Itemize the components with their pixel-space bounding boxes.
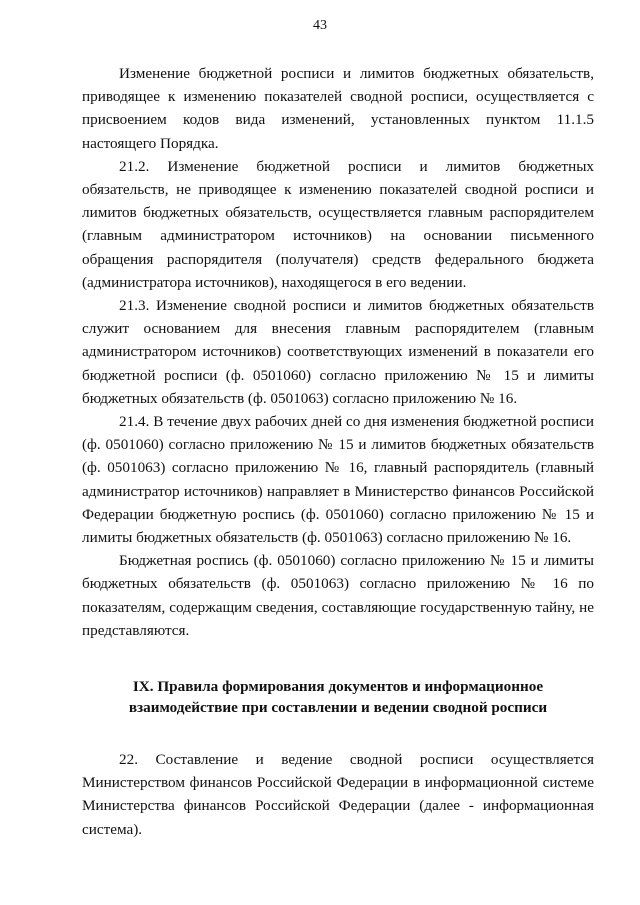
document-body: [82, 62, 594, 841]
paragraph-21-4: 21.4. В течение двух рабочих дней со дня изменения бюджетной росписи (ф. 0501060) согласно приложению № 15 и лимитов бюджетных обязательств (ф. 0501063) согласно приложению № 16, главный распорядитель (главный администратор источников) направляет в Министерство финансов Российской Федерации бюджетную роспись (ф. 0501060) согласно приложению № 15 и лимиты бюджетных обязательств (ф. 0501063) согласно приложению № 16.: [82, 413, 594, 547]
paragraph-budget-secrecy: Бюджетная роспись (ф. 0501060) согласно приложению № 15 и лимиты бюджетных обязательств (ф. 0501063) согласно приложению № 16 по показателям, содержащим сведения, составляющие государственную тайну, не представляются.: [82, 552, 594, 639]
section-heading: IX. Правила формирования документов и информационное взаимодействие при составлении и ведении сводной росписи: [128, 678, 548, 717]
paragraph-21-2: 21.2. Изменение бюджетной росписи и лимитов бюджетных обязательств, не приводящее к изменению показателей сводной росписи и лимитов бюджетных обязательств, осуществляется главным распорядителем (главным администратором источников) на основании письменного обращения распорядителя (получателя) средств федерального бюджета (администратора источников), находящегося в его ведении.: [82, 157, 594, 291]
paragraph-22: 22. Составление и ведение сводной росписи осуществляется Министерством финансов Российской Федерации в информационной системе Министерства финансов Российской Федерации (далее - информационная система).: [82, 751, 594, 838]
page-number: 43: [313, 18, 327, 33]
paragraph-21-3: 21.3. Изменение сводной росписи и лимитов бюджетных обязательств служит основанием для внесения главным распорядителем (главным администратором источников) соответствующих изменений в показатели его бюджетной росписи (ф. 0501060) согласно приложению № 15 и лимиты бюджетных обязательств (ф. 0501063) согласно приложению № 16.: [82, 297, 594, 407]
paragraph-intro: Изменение бюджетной росписи и лимитов бюджетных обязательств, приводящее к изменению показателей сводной росписи, осуществляется с присвоением кодов вида изменений, установленных пунктом 11.1.5 настоящего Порядка.: [82, 65, 594, 152]
